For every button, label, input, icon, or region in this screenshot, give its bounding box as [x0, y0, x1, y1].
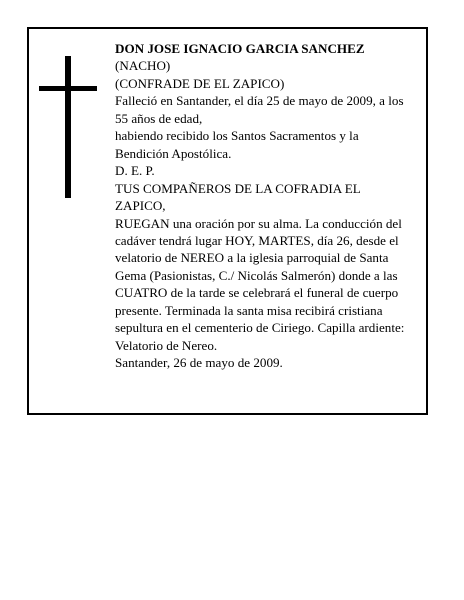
mourners-line: ZAPICO,	[115, 198, 166, 214]
cross-horizontal-bar	[39, 86, 97, 91]
deceased-nickname: (NACHO)	[115, 58, 171, 74]
notice-text	[115, 40, 417, 372]
death-line: Falleció en Santander, el día 25 de mayo de 2009, a los	[115, 93, 404, 109]
request-line: RUEGAN una oración por su alma. La conducción del	[115, 215, 402, 231]
request-line: sepultura en el cementerio de Ciriego. Capilla ardiente:	[115, 320, 405, 336]
place-and-date: Santander, 26 de mayo de 2009.	[115, 355, 283, 371]
latin-cross-icon	[39, 56, 97, 198]
mourners-line: TUS COMPAÑEROS DE LA COFRADIA EL	[115, 180, 361, 196]
rest-in-peace: D. E. P.	[115, 163, 155, 179]
sacraments-line: Bendición Apostólica.	[115, 145, 232, 161]
request-line: velatorio de NEREO a la iglesia parroquial de Santa	[115, 250, 389, 266]
cross-vertical-bar	[65, 56, 71, 198]
death-line: 55 años de edad,	[115, 110, 203, 126]
obituary-notice	[27, 27, 428, 415]
request-line: presente. Terminada la santa misa recibirá cristiana	[115, 302, 383, 318]
sacraments-line: habiendo recibido los Santos Sacramentos y la	[115, 128, 359, 144]
request-line: Gema (Pasionistas, C./ Nicolás Salmerón) donde a las	[115, 267, 398, 283]
deceased-name: DON JOSE IGNACIO GARCIA SANCHEZ	[115, 41, 365, 56]
deceased-affiliation: (CONFRADE DE EL ZAPICO)	[115, 75, 285, 91]
request-line: cadáver tendrá lugar HOY, MARTES, día 26, desde el	[115, 232, 399, 248]
request-line: Velatorio de Nereo.	[115, 337, 218, 353]
request-line: CUATRO de la tarde se celebrará el funeral de cuerpo	[115, 285, 399, 301]
